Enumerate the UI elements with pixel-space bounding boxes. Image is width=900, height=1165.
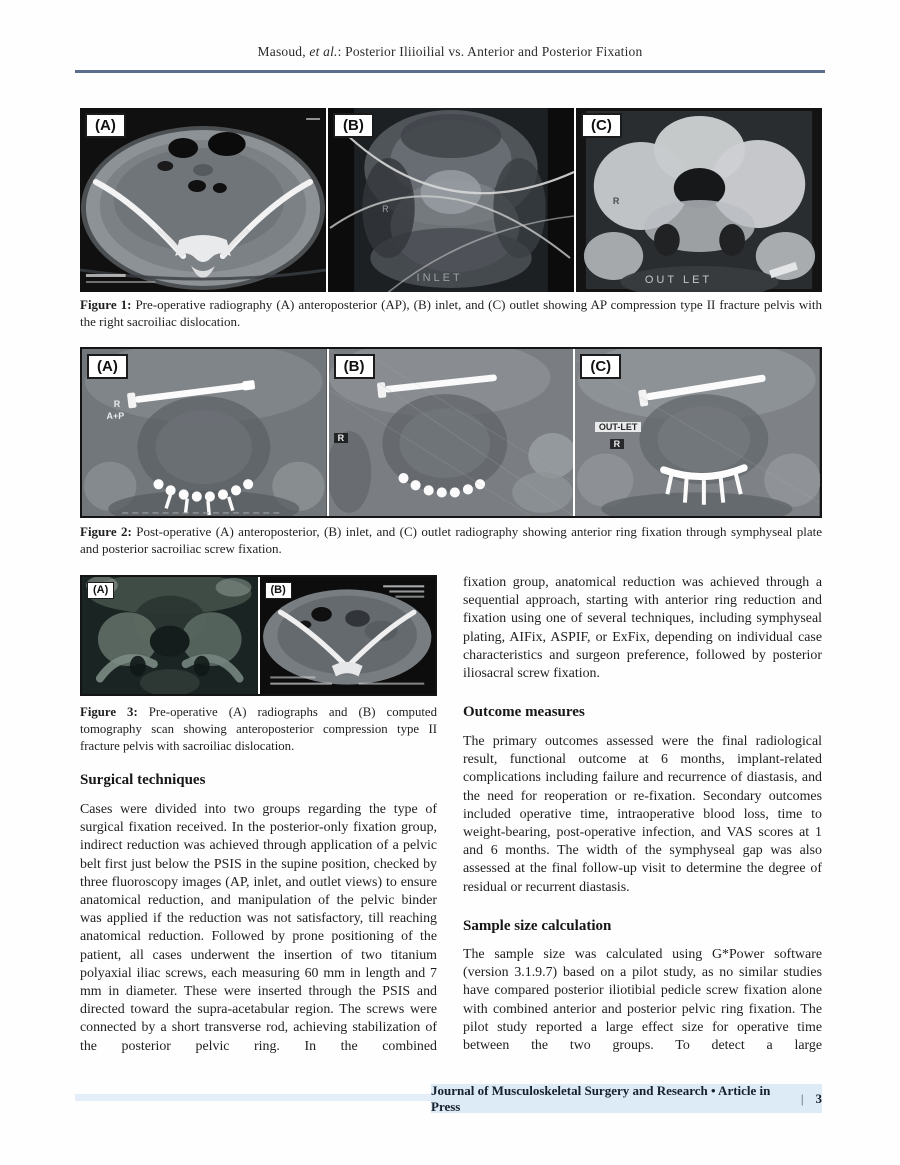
figure3-panel-b xyxy=(260,577,436,694)
surgical-techniques-heading: Surgical techniques xyxy=(80,772,206,788)
figure3-panel-b-label: (B) xyxy=(265,582,292,599)
footer-page-number: 3 xyxy=(815,1090,822,1106)
running-title xyxy=(75,44,825,60)
sample-size-paragraph: The sample size was calculated using G*Power software (version 3.1.9.7) based on a pilot study, as no similar studies have compared posterior iliotibial pedicle screw fixation alone with combined anterior and posterior pelvic ring fixation. The pilot study reported a large effect size for operative time between the two groups. To detect a large xyxy=(463,947,822,1054)
figure1-panel-c-label: (C) xyxy=(581,113,622,138)
figure1-panel-a-label: (A) xyxy=(85,113,126,138)
figure1-panel-b-label: (B) xyxy=(333,113,374,138)
figure2-image-strip xyxy=(80,347,822,518)
figure2-panel-b-side-marker: R xyxy=(334,433,349,443)
surgical-techniques-paragraph: Cases were divided into two groups regarding the type of surgical fixation received. In the posterior-only fixation group, indirect reduction was achieved through application of a pelvic belt first just below the PSIS in the supine position, checked by three fluoroscopy images (AP, inlet, and outlet views) to ensure anatomical reduction, and manipulation of the pelvic binder was applied if the reduction was not satisfactory, till reaching anatomical reduction. Followed by prone positioning of the patient, all cases underwent the insertion of two titanium polyaxial iliac screws, each measuring 60 mm in length and 7 mm in diameter. These were inserted through the PSIS and directed toward the supra-acetabular region. The screws were connected by a short transverse rod, achieving stabilization of the posterior pelvic ring. In the combined xyxy=(80,802,437,1054)
footer-separator: | xyxy=(800,1090,804,1106)
header-divider-rule xyxy=(75,70,825,73)
figure2-panel-c xyxy=(575,349,820,516)
figure3-caption-label: Figure 3: xyxy=(80,705,138,719)
figure2-panel-c-view-marker: OUT-LET xyxy=(595,422,642,432)
figure1-panel-b xyxy=(328,108,574,292)
figure1-caption xyxy=(80,296,822,331)
combined-fixation-paragraph: fixation group, anatomical reduction was achieved through a sequential approach, starting with anterior ring reduction and fixation using one of several techniques, including symphyseal plating, AIFix, ASPIF, or ExFix, depending on individual case characteristics and surgeon preference, followed by posterior iliosacral screw fixation. xyxy=(463,575,822,682)
figure1-image-strip xyxy=(80,108,822,292)
figure1-panel-c-view-marker: OUT LET xyxy=(644,274,713,286)
figure1-panel-b-side-marker: R xyxy=(382,203,389,214)
figure3-caption xyxy=(80,704,437,755)
footer-journal-text: Journal of Musculoskeletal Surgery and Research • Article in Press xyxy=(431,1082,771,1114)
figure3-image-strip xyxy=(80,575,437,696)
sample-size-heading: Sample size calculation xyxy=(463,918,612,934)
figure2-panel-a-side-marker: R xyxy=(113,399,121,410)
footer-accent-strip xyxy=(75,1094,433,1101)
running-title-rest: : Posterior Iliioilial vs. Anterior and Posterior Fixation xyxy=(337,44,643,59)
figure1-panel-c xyxy=(576,108,822,292)
figure2-caption-label: Figure 2: xyxy=(80,524,132,539)
running-title-etal: et al. xyxy=(309,44,338,59)
figure2-caption xyxy=(80,523,822,558)
figure1-panel-c-side-marker: R xyxy=(612,196,620,207)
figure1-panel-b-view-marker: INLET xyxy=(416,272,463,284)
figure3-panel-a xyxy=(82,577,258,694)
figure3-panel-a-label: (A) xyxy=(87,582,114,599)
figure2-panel-b-label: (B) xyxy=(334,354,375,379)
figure2-panel-c-side-marker: R xyxy=(610,439,625,449)
figure2-panel-a-label: (A) xyxy=(87,354,128,379)
figure1-caption-text: Pre-operative radiography (A) anteroposterior (AP), (B) inlet, and (C) outlet showing AP compression type II fracture pelvis with the right sacroiliac dislocation. xyxy=(80,297,822,330)
outcome-measures-paragraph: The primary outcomes assessed were the final radiological result, functional outcome at 6 months, implant-related complications including failure and recurrence of diastasis, and the need for reoperation or re-fixation. Secondary outcomes included operative time, intraoperative blood loss, time to weight-bearing, post-operative infection, and VAS scores at 1 and 6 months. The width of the symphyseal gap was also assessed at the final follow-up visit to determine the degree of residual or recurrent diastasis. xyxy=(463,734,822,895)
outcome-measures-heading: Outcome measures xyxy=(463,704,585,720)
footer-band xyxy=(431,1084,822,1113)
figure1-caption-label: Figure 1: xyxy=(80,297,132,312)
figure2-panel-a xyxy=(82,349,327,516)
figure2-panel-c-label: (C) xyxy=(580,354,621,379)
figure3-caption-text: Pre-operative (A) radiographs and (B) computed tomography scan showing anteroposterior compression type II fracture pelvis with sacroiliac dislocation. xyxy=(80,705,437,753)
figure1-panel-a xyxy=(80,108,326,292)
running-title-author: Masoud, xyxy=(257,44,310,59)
figure2-caption-text: Post-operative (A) anteroposterior, (B) inlet, and (C) outlet radiography showing anterior ring fixation through symphyseal plate and posterior sacroiliac screw fixation. xyxy=(80,524,823,557)
figure2-panel-b xyxy=(329,349,574,516)
figure2-panel-a-view-marker: A+P xyxy=(106,410,125,421)
